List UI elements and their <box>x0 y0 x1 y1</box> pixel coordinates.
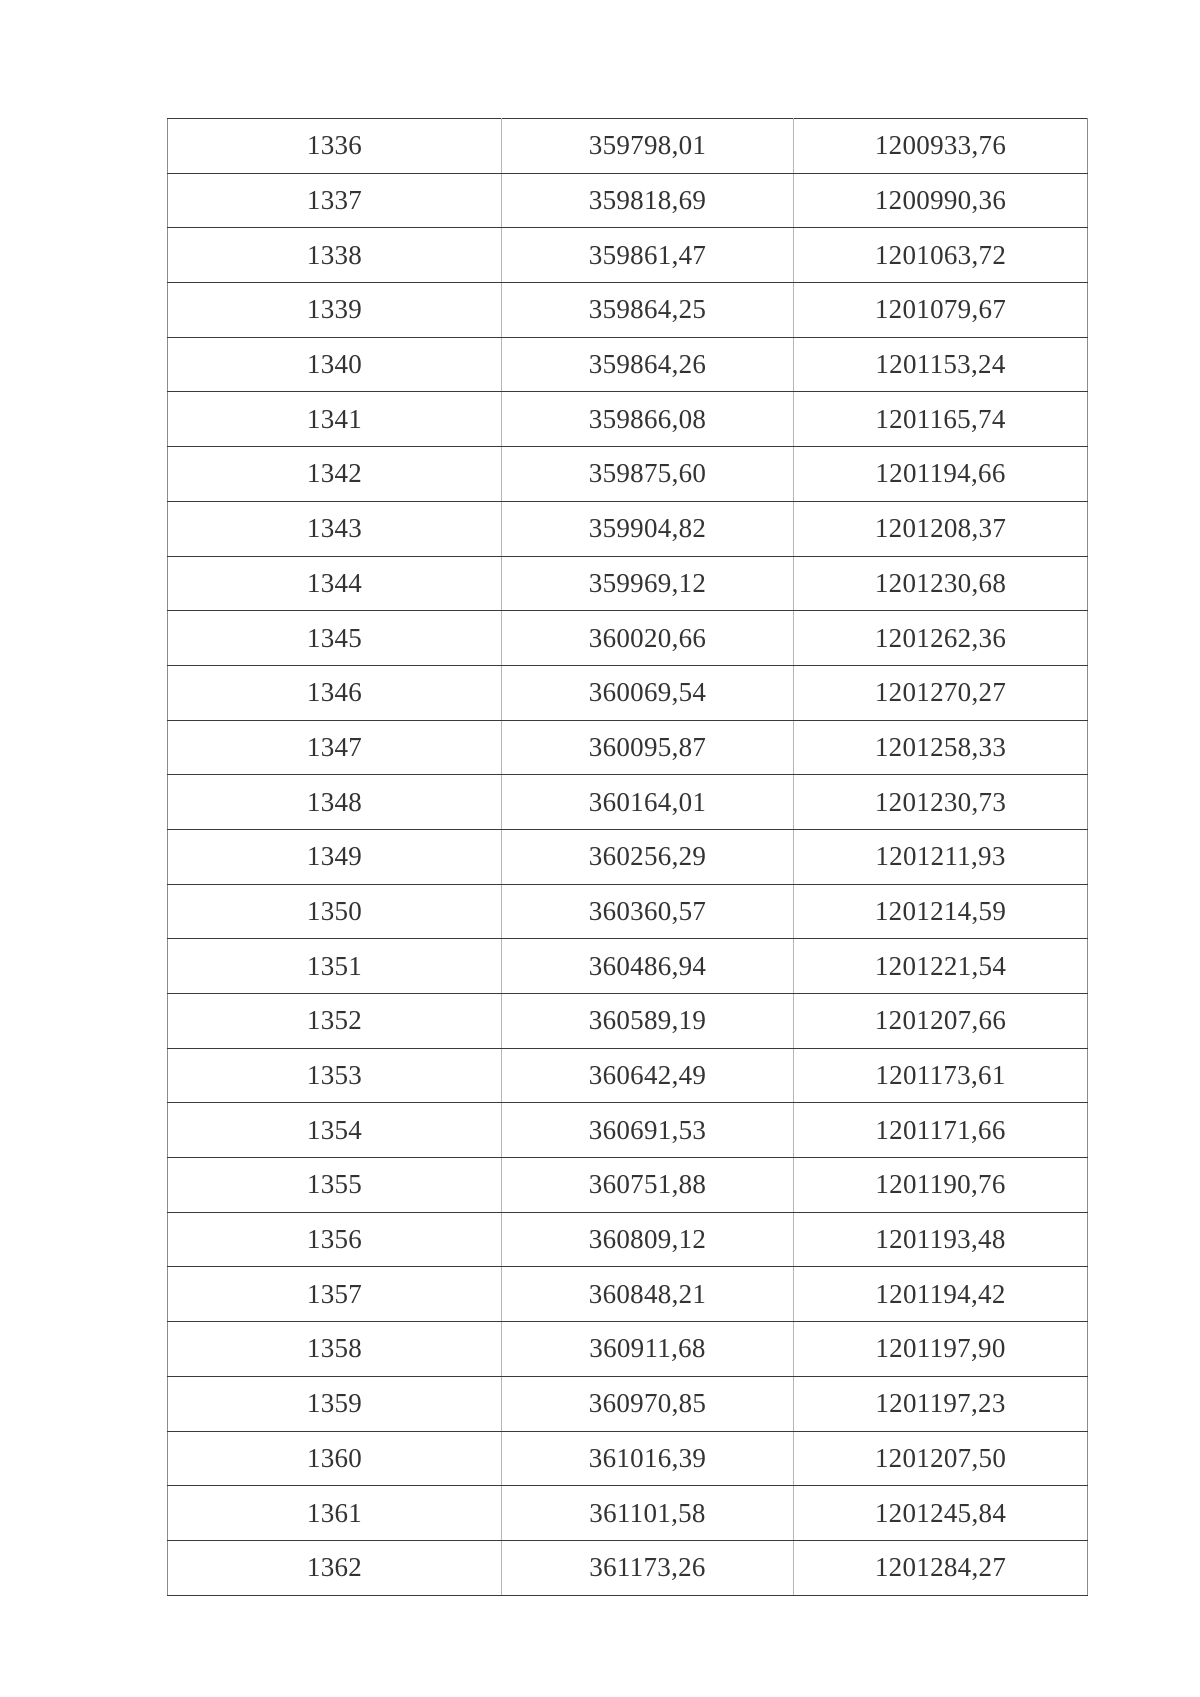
table-row <box>168 119 1088 174</box>
x-coordinate-cell: 360970,85 <box>502 1376 794 1431</box>
point-number-cell: 1356 <box>168 1212 502 1267</box>
table-row <box>168 173 1088 228</box>
table-row <box>168 939 1088 994</box>
table-row <box>168 775 1088 830</box>
table-row <box>168 1486 1088 1541</box>
x-coordinate-cell: 359818,69 <box>502 173 794 228</box>
y-coordinate-cell: 1200990,36 <box>794 173 1088 228</box>
point-number-cell: 1338 <box>168 228 502 283</box>
y-coordinate-cell: 1201194,66 <box>794 447 1088 502</box>
y-coordinate-cell: 1201214,59 <box>794 884 1088 939</box>
x-coordinate-cell: 359861,47 <box>502 228 794 283</box>
table-row <box>168 283 1088 338</box>
y-coordinate-cell: 1201211,93 <box>794 829 1088 884</box>
point-number-cell: 1357 <box>168 1267 502 1322</box>
table-row <box>168 1158 1088 1213</box>
x-coordinate-cell: 359969,12 <box>502 556 794 611</box>
point-number-cell: 1362 <box>168 1540 502 1595</box>
x-coordinate-cell: 359875,60 <box>502 447 794 502</box>
table-row <box>168 1431 1088 1486</box>
y-coordinate-cell: 1201207,66 <box>794 994 1088 1049</box>
x-coordinate-cell: 360642,49 <box>502 1048 794 1103</box>
y-coordinate-cell: 1201197,23 <box>794 1376 1088 1431</box>
table-row <box>168 337 1088 392</box>
y-coordinate-cell: 1201262,36 <box>794 611 1088 666</box>
table-row <box>168 1103 1088 1158</box>
table-row <box>168 228 1088 283</box>
point-number-cell: 1336 <box>168 119 502 174</box>
y-coordinate-cell: 1201171,66 <box>794 1103 1088 1158</box>
x-coordinate-cell: 359798,01 <box>502 119 794 174</box>
point-number-cell: 1339 <box>168 283 502 338</box>
y-coordinate-cell: 1201063,72 <box>794 228 1088 283</box>
x-coordinate-cell: 360848,21 <box>502 1267 794 1322</box>
x-coordinate-cell: 361101,58 <box>502 1486 794 1541</box>
x-coordinate-cell: 360069,54 <box>502 665 794 720</box>
y-coordinate-cell: 1201230,68 <box>794 556 1088 611</box>
y-coordinate-cell: 1201197,90 <box>794 1322 1088 1377</box>
table-row <box>168 665 1088 720</box>
x-coordinate-cell: 359864,26 <box>502 337 794 392</box>
point-number-cell: 1348 <box>168 775 502 830</box>
table-row <box>168 829 1088 884</box>
x-coordinate-cell: 360164,01 <box>502 775 794 830</box>
point-number-cell: 1360 <box>168 1431 502 1486</box>
point-number-cell: 1349 <box>168 829 502 884</box>
y-coordinate-cell: 1201230,73 <box>794 775 1088 830</box>
x-coordinate-cell: 359904,82 <box>502 501 794 556</box>
x-coordinate-cell: 360691,53 <box>502 1103 794 1158</box>
table-row <box>168 392 1088 447</box>
y-coordinate-cell: 1201245,84 <box>794 1486 1088 1541</box>
y-coordinate-cell: 1201193,48 <box>794 1212 1088 1267</box>
coordinates-table-body <box>168 119 1088 1596</box>
table-row <box>168 994 1088 1049</box>
y-coordinate-cell: 1201194,42 <box>794 1267 1088 1322</box>
table-row <box>168 1267 1088 1322</box>
x-coordinate-cell: 360020,66 <box>502 611 794 666</box>
y-coordinate-cell: 1201207,50 <box>794 1431 1088 1486</box>
table-row <box>168 501 1088 556</box>
y-coordinate-cell: 1201173,61 <box>794 1048 1088 1103</box>
point-number-cell: 1344 <box>168 556 502 611</box>
point-number-cell: 1354 <box>168 1103 502 1158</box>
table-row <box>168 447 1088 502</box>
point-number-cell: 1340 <box>168 337 502 392</box>
point-number-cell: 1353 <box>168 1048 502 1103</box>
y-coordinate-cell: 1201258,33 <box>794 720 1088 775</box>
x-coordinate-cell: 360256,29 <box>502 829 794 884</box>
point-number-cell: 1359 <box>168 1376 502 1431</box>
table-row <box>168 1048 1088 1103</box>
x-coordinate-cell: 359866,08 <box>502 392 794 447</box>
y-coordinate-cell: 1200933,76 <box>794 119 1088 174</box>
point-number-cell: 1355 <box>168 1158 502 1213</box>
point-number-cell: 1345 <box>168 611 502 666</box>
point-number-cell: 1347 <box>168 720 502 775</box>
y-coordinate-cell: 1201165,74 <box>794 392 1088 447</box>
point-number-cell: 1352 <box>168 994 502 1049</box>
point-number-cell: 1343 <box>168 501 502 556</box>
y-coordinate-cell: 1201208,37 <box>794 501 1088 556</box>
point-number-cell: 1358 <box>168 1322 502 1377</box>
table-row <box>168 611 1088 666</box>
x-coordinate-cell: 361016,39 <box>502 1431 794 1486</box>
table-row <box>168 1322 1088 1377</box>
point-number-cell: 1346 <box>168 665 502 720</box>
point-number-cell: 1341 <box>168 392 502 447</box>
x-coordinate-cell: 360486,94 <box>502 939 794 994</box>
y-coordinate-cell: 1201153,24 <box>794 337 1088 392</box>
y-coordinate-cell: 1201079,67 <box>794 283 1088 338</box>
point-number-cell: 1342 <box>168 447 502 502</box>
point-number-cell: 1351 <box>168 939 502 994</box>
y-coordinate-cell: 1201284,27 <box>794 1540 1088 1595</box>
coordinates-table <box>167 118 1088 1596</box>
x-coordinate-cell: 360360,57 <box>502 884 794 939</box>
point-number-cell: 1350 <box>168 884 502 939</box>
x-coordinate-cell: 360911,68 <box>502 1322 794 1377</box>
x-coordinate-cell: 360589,19 <box>502 994 794 1049</box>
table-row <box>168 556 1088 611</box>
table-row <box>168 1540 1088 1595</box>
point-number-cell: 1361 <box>168 1486 502 1541</box>
x-coordinate-cell: 360809,12 <box>502 1212 794 1267</box>
y-coordinate-cell: 1201190,76 <box>794 1158 1088 1213</box>
y-coordinate-cell: 1201221,54 <box>794 939 1088 994</box>
x-coordinate-cell: 360751,88 <box>502 1158 794 1213</box>
table-row <box>168 884 1088 939</box>
table-row <box>168 1376 1088 1431</box>
x-coordinate-cell: 360095,87 <box>502 720 794 775</box>
table-row <box>168 720 1088 775</box>
x-coordinate-cell: 361173,26 <box>502 1540 794 1595</box>
table-row <box>168 1212 1088 1267</box>
x-coordinate-cell: 359864,25 <box>502 283 794 338</box>
y-coordinate-cell: 1201270,27 <box>794 665 1088 720</box>
point-number-cell: 1337 <box>168 173 502 228</box>
